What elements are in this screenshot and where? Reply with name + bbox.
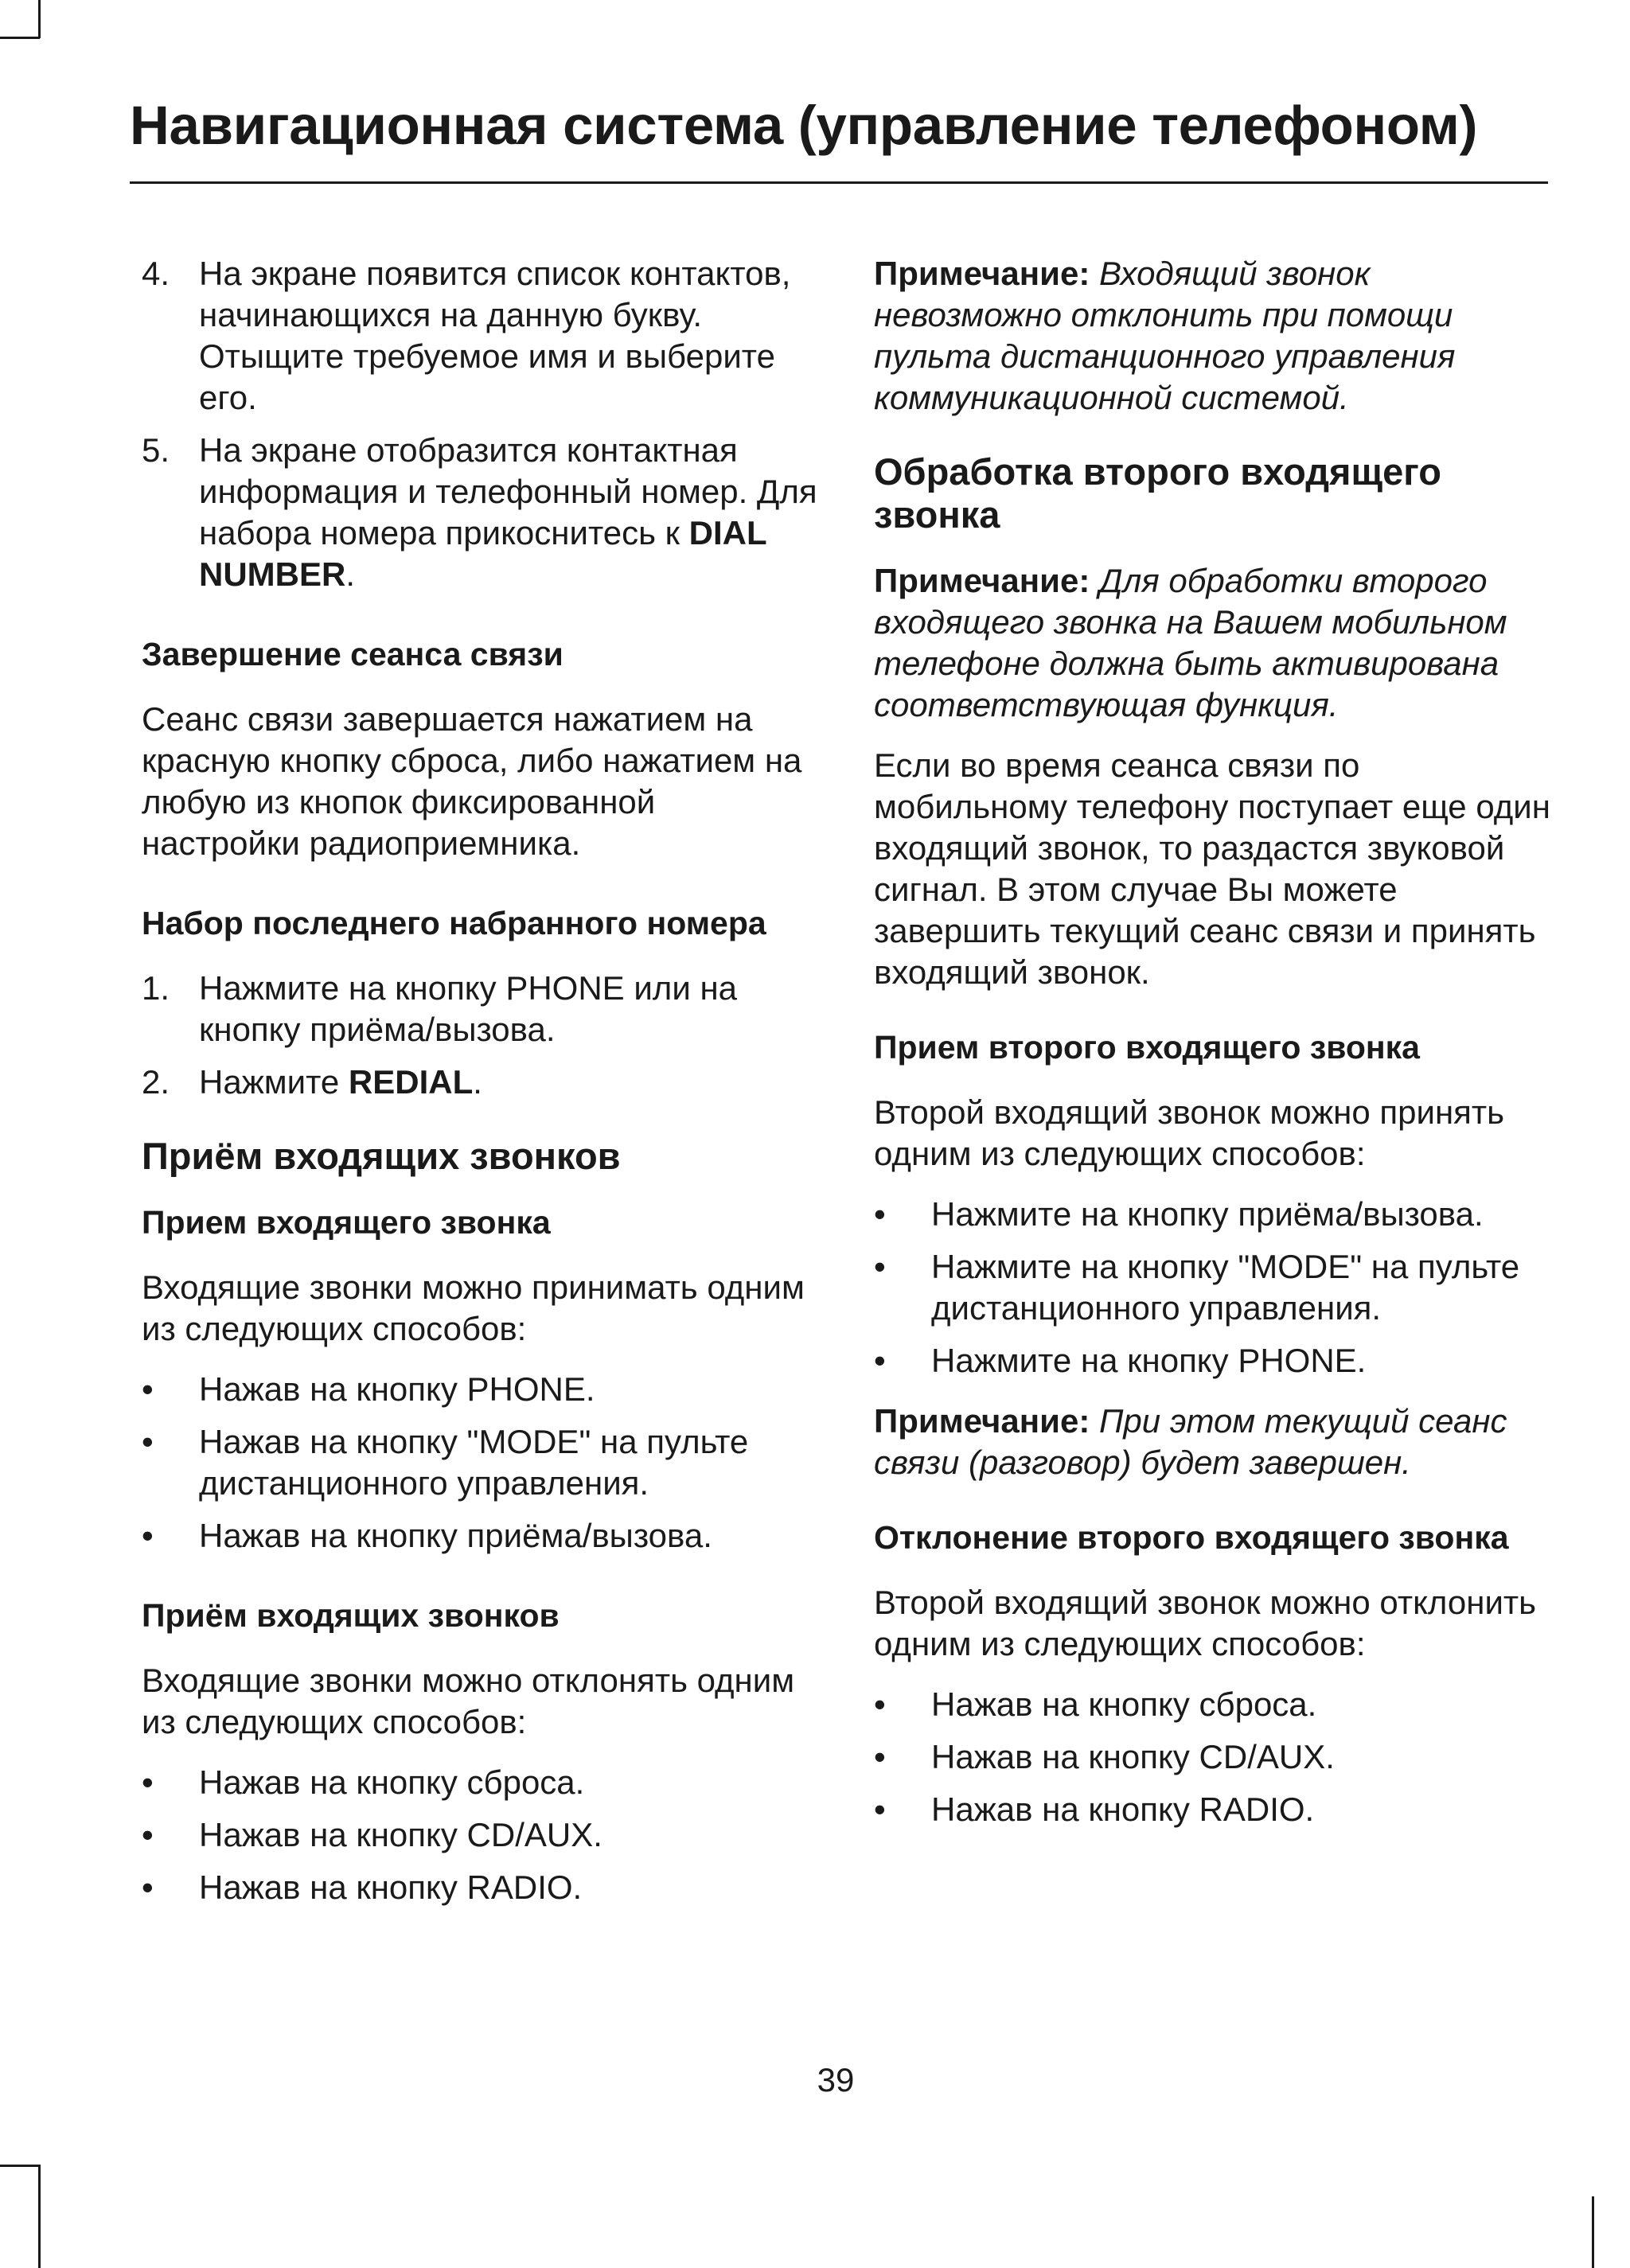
step-text-end: . [473,1063,482,1101]
bullet-text: Нажмите на кнопку PHONE. [931,1342,1367,1379]
crop-mark-top-left-horizontal [0,37,40,39]
accept-incoming-bullets [142,1369,818,1557]
bullet-item [874,1246,1550,1329]
end-session-text: Сеанс связи завершается нажатием на красную кнопку сброса, либо нажатием на любую из кнопок фиксированной настройки радиоприемника. [142,700,802,862]
reject-second-heading: Отклонение второго входящего звонка [874,1519,1509,1556]
page-number: 39 [817,2061,855,2098]
incoming-calls-section-heading: Приём входящих звонков [142,1135,621,1177]
bullet-text: Нажав на кнопку CD/AUX. [199,1816,602,1853]
redial-step-2 [142,1062,818,1103]
bullet-item [142,1762,818,1803]
bullet-marker: • [874,1685,886,1723]
note-label: Примечание: [874,255,1090,292]
right-column [874,253,1550,1849]
note-text: Входящий звонок невозможно отклонить при помощи пульта дистанционного управления коммуникационной системой. [874,255,1456,416]
bullet-text: Нажмите на кнопку "MODE" на пульте дистанционного управления. [931,1248,1520,1327]
bullet-item [874,1789,1550,1830]
step-number: 2. [142,1063,170,1101]
bullet-text: Нажав на кнопку RADIO. [931,1791,1315,1828]
bullet-text: Нажав на кнопку сброса. [931,1685,1317,1723]
step-text: На экране отобразится контактная информация и телефонный номер. Для набора номера прикоснитесь к [199,431,817,551]
bullet-marker: • [142,1763,154,1801]
bullet-text: Нажав на кнопку "MODE" на пульте дистанционного управления. [199,1423,749,1502]
accept-incoming-heading: Прием входящего звонка [142,1204,551,1241]
second-call-text: Если во время сеанса связи по мобильному телефону поступает еще один входящий звонок, то раздастся звуковой сигнал. В этом случае Вы можете завершить текущий сеанс связи и принять входящий звонок. [874,746,1550,991]
step-number: 5. [142,431,170,469]
accept-incoming-text: Входящие звонки можно принимать одним из следующих способов: [142,1268,805,1347]
accept-second-text: Второй входящий звонок можно принять одним из следующих способов: [874,1093,1505,1172]
note-text: При этом текущий сеанс связи (разговор) будет завершен. [874,1402,1507,1481]
bullet-text: Нажав на кнопку приёма/вызова. [199,1517,712,1554]
reject-second-text: Второй входящий звонок можно отклонить одним из следующих способов: [874,1584,1537,1662]
page-title: Навигационная система (управление телефоном) [130,95,1478,156]
note-remote-reject [874,253,1550,419]
steps-list-continued [142,253,818,595]
step-4 [142,253,818,419]
bullet-text: Нажав на кнопку RADIO. [199,1869,583,1906]
redial-steps [142,968,818,1103]
bullet-text: Нажав на кнопку сброса. [199,1763,585,1801]
title-rule [130,181,1548,184]
bullet-marker: • [874,1248,886,1285]
bullet-item [142,1421,818,1504]
bullet-item [142,1814,818,1856]
bullet-item [142,1369,818,1410]
step-number: 1. [142,969,170,1007]
reject-second-bullets [874,1684,1550,1830]
note-label: Примечание: [874,1402,1090,1440]
bullet-marker: • [142,1370,154,1408]
step-text-end: . [345,555,355,593]
bullet-marker: • [142,1423,154,1460]
bullet-item [874,1736,1550,1778]
bullet-item [874,1194,1550,1235]
step-5 [142,430,818,595]
second-call-section-heading: Обработка второго входящего звонка [874,450,1441,536]
reject-incoming-text: Входящие звонки можно отклонять одним из следующих способов: [142,1662,795,1740]
accept-second-heading: Прием второго входящего звонка [874,1029,1420,1066]
step-number: 4. [142,255,170,292]
end-session-heading: Завершение сеанса связи [142,636,563,672]
bullet-marker: • [142,1816,154,1853]
dial-number-label: DIAL NUMBER [199,514,766,593]
redial-heading: Набор последнего набранного номера [142,905,766,941]
crop-mark-bottom-right-vertical [1592,2196,1594,2268]
note-session-ended [874,1401,1550,1483]
bullet-marker: • [874,1791,886,1828]
crop-mark-top-left-vertical [38,0,41,38]
left-column [142,253,818,1927]
note-second-call-function [874,560,1550,726]
redial-label: REDIAL [348,1063,474,1101]
crop-mark-bottom-left-horizontal [0,2165,40,2167]
bullet-marker: • [874,1738,886,1775]
step-text: Нажмите на кнопку PHONE или на кнопку приёма/вызова. [199,969,737,1048]
crop-mark-bottom-left-vertical [38,2165,41,2268]
redial-step-1 [142,968,818,1050]
bullet-item [874,1340,1550,1381]
bullet-marker: • [874,1342,886,1379]
bullet-marker: • [142,1517,154,1554]
bullet-marker: • [874,1195,886,1233]
note-label: Примечание: [874,562,1090,599]
reject-incoming-heading: Приём входящих звонков [142,1597,560,1634]
bullet-text: Нажав на кнопку PHONE. [199,1370,595,1408]
bullet-item [142,1515,818,1557]
bullet-text: Нажмите на кнопку приёма/вызова. [931,1195,1484,1233]
note-text: Для обработки второго входящего звонка на Вашем мобильном телефоне должна быть активирована соответствующая функция. [874,562,1507,723]
reject-incoming-bullets [142,1762,818,1908]
bullet-item [142,1867,818,1908]
bullet-marker: • [142,1869,154,1906]
accept-second-bullets [874,1194,1550,1381]
bullet-item [874,1684,1550,1725]
step-text: На экране появится список контактов, начинающихся на данную букву. Отыщите требуемое имя и выберите его. [199,255,791,416]
step-text: Нажмите [199,1063,349,1101]
bullet-text: Нажав на кнопку CD/AUX. [931,1738,1335,1775]
